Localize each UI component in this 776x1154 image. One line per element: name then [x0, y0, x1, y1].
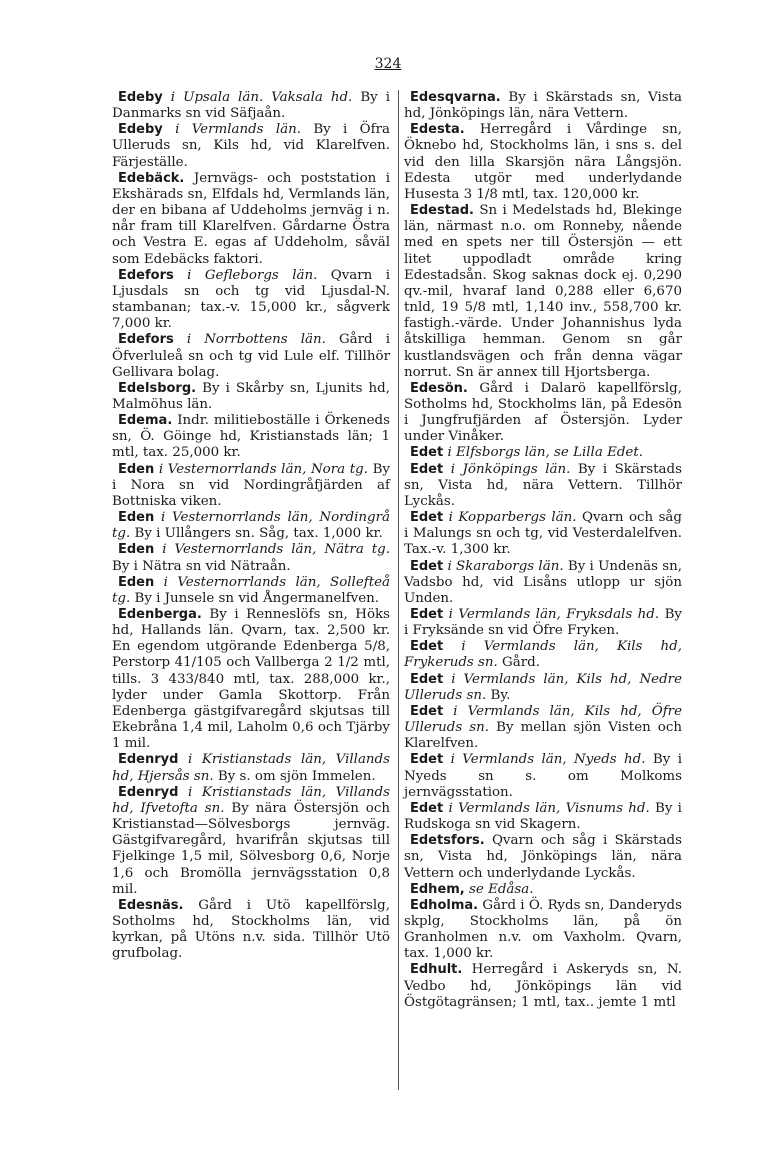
entry-text: Gård i Dalarö kapellförslg, Sotholms hd, Stockholms län, på Edesön i Jungfrufjärden af Östersjön. Lyder under Vinåker.: [404, 380, 682, 445]
dictionary-entry: [404, 704, 682, 752]
headword: Edet: [410, 510, 444, 526]
dictionary-entry: [404, 962, 682, 1010]
dictionary-entry: [404, 559, 682, 607]
dictionary-entry: [404, 203, 682, 381]
dictionary-entry: [404, 833, 682, 881]
headword: Edet: [410, 703, 444, 719]
headword: Edema.: [118, 413, 173, 429]
entry-location: i Vesternorrlands län, Sollefteå tg.: [112, 574, 390, 606]
headword: Edhult.: [410, 962, 463, 978]
headword: Edebäck.: [118, 170, 185, 186]
headword: Edesta.: [410, 122, 465, 138]
column-divider: [398, 90, 399, 1090]
entry-text: Gård i Utö kapellförslg, Sotholms hd, Stockholms län, vid kyrkan, på Utöns n.v. sida. Tillhör Utö grufbolag.: [112, 897, 390, 962]
headword: Edholma.: [410, 897, 479, 913]
entry-location: i Kopparbergs län.: [448, 510, 577, 526]
entry-location: i Jönköpings län.: [450, 461, 571, 477]
entry-text: Qvarn i Ljusdals sn och tg vid Ljusdal-N. stambanan; tax.-v. 15,000 kr., sågverk 7,000 kr.: [112, 267, 390, 332]
entry-text: Gård.: [502, 655, 540, 671]
dictionary-entry: [404, 445, 682, 461]
dictionary-entry: [112, 462, 390, 510]
entry-location: se Edåsa.: [469, 881, 534, 897]
entry-text: By i Skårby sn, Ljunits hd, Malmöhus län.: [112, 380, 390, 412]
entry-text: Gård i Ö. Ryds sn, Danderyds skplg, Stockholms län, på ön Granholmen n.v. om Vaxholm. Qvarn, tax. 1,000 kr.: [404, 897, 682, 962]
headword: Eden: [118, 510, 155, 526]
entry-location: i Vesternorrlands län, Nordingrå tg.: [112, 510, 390, 542]
entry-location: i Vermlands län, Visnums hd.: [448, 800, 650, 816]
headword: Edelsborg.: [118, 380, 197, 396]
headword: Edenryd: [118, 752, 179, 768]
entry-text: Jernvägs- och poststation i Ekshärads sn, Elfdals hd, Vermlands län, der en bibana af Uddeholms jernväg i n. når fram till Klarelfven. Gårdarne Östra och Vestra E. egas af Uddeholm, såväl som Edebäcks faktori.: [112, 170, 390, 267]
entry-location: i Norrbottens län.: [186, 332, 326, 348]
entry-location: i Vesternorrlands län, Nora tg.: [158, 461, 368, 477]
right-column: [404, 90, 682, 1011]
headword: Edet: [410, 461, 444, 477]
headword: Edesön.: [410, 380, 468, 396]
dictionary-entry: [112, 752, 390, 784]
entry-text: By i Undenäs sn, Vadsbo hd, vid Lisåns utlopp ur sjön Unden.: [404, 558, 682, 606]
headword: Edet: [410, 752, 444, 768]
entry-location: i Vermlands län, Fryksdals hd.: [448, 607, 660, 622]
dictionary-entry: [112, 381, 390, 413]
headword: Edefors: [118, 267, 174, 283]
dictionary-entry: [112, 542, 390, 574]
headword: Edesnäs.: [118, 897, 184, 913]
entry-text: By i Junsele sn vid Ångermanelfven.: [134, 590, 380, 606]
entry-text: Qvarn och såg i Malungs sn och tg, vid Vesterdalelfven. Tax.-v. 1,300 kr.: [404, 510, 682, 558]
entry-text: Gård i Öfverluleå sn och tg vid Lule elf. Tillhör Gellivara bolag.: [112, 332, 390, 380]
headword: Eden: [118, 542, 155, 558]
entry-text: Qvarn och såg i Skärstads sn, Vista hd, Jönköpings län, nära Vettern och underlydande Lyckås.: [404, 833, 682, 881]
headword: Edenberga.: [118, 607, 202, 622]
headword: Eden: [118, 574, 155, 590]
dictionary-entry: [112, 575, 390, 607]
dictionary-entry: [404, 801, 682, 833]
headword: Edetsfors.: [410, 833, 485, 849]
entry-text: By i Fryksände sn vid Öfre Fryken.: [404, 607, 682, 639]
headword: Edet: [410, 639, 444, 655]
dictionary-entry: [112, 785, 390, 898]
entry-text: By s. om sjön Immelen.: [217, 768, 376, 784]
dictionary-entry: [404, 381, 682, 446]
entry-text: By nära Östersjön och Kristianstad—Sölvesborgs jernväg. Gästgifvaregård, hvarifrån skjutsas till Fjelkinge 1,5 mil, Sölvesborg 0,6, Norje 1,6 och Bromölla jernvägsstation 0,8 mil.: [112, 800, 390, 897]
entry-location: i Upsala län. Vaksala hd.: [170, 90, 353, 105]
entry-text: By.: [490, 687, 511, 703]
entry-text: By i Nätra sn vid Nätraån.: [112, 558, 291, 574]
dictionary-entry: [404, 510, 682, 558]
entry-text: By i Skärstads sn, Vista hd, Jönköpings län, nära Vettern.: [404, 90, 682, 122]
dictionary-entry: [112, 510, 390, 542]
dictionary-entry: [112, 122, 390, 170]
headword: Edhem,: [410, 881, 465, 897]
dictionary-entry: [404, 752, 682, 800]
headword: Edeby: [118, 90, 163, 105]
entry-text: Indr. militieboställe i Örkeneds sn, Ö. Göinge hd, Kristianstads län; 1 mtl, tax. 25,000 kr.: [112, 413, 390, 461]
headword: Edet: [410, 800, 444, 816]
entry-location: i Gefleborgs län.: [187, 267, 318, 283]
dictionary-entry: [404, 882, 682, 898]
headword: Edet: [410, 445, 444, 461]
entry-text: By i Nyeds sn s. om Molkoms jernvägsstation.: [404, 752, 682, 800]
dictionary-entry: [404, 122, 682, 203]
entry-text: By i Renneslöfs sn, Höks hd, Hallands län. Qvarn, tax. 2,500 kr. En egendom utgörande Edenberga 5/8, Perstorp 41/105 och Vallberga 2 1/2 mtl, tills. 3 433/840 mtl, tax. 288,000 kr., lyder under Gamla Skottorp. Från Edenberga gästgifvaregård skjutsas till Ekebråna 1,4 mil, Laholm 0,6 och Tjärby 1 mil.: [112, 607, 390, 752]
headword: Edet: [410, 558, 444, 574]
headword: Edet: [410, 671, 444, 687]
entry-location: i Vermlands län, Kils hd, Nedre Ulleruds sn.: [404, 671, 682, 703]
dictionary-entry: [112, 90, 390, 122]
entry-text: By i Rudskoga sn vid Skagern.: [404, 800, 682, 833]
entry-text: By i Nora sn vid Nordingråfjärden af Bottniska viken.: [112, 461, 390, 509]
page-number: 324: [374, 56, 402, 72]
dictionary-entry: [404, 898, 682, 963]
entry-location: i Skaraborgs län.: [447, 558, 564, 574]
dictionary-entry: [112, 268, 390, 333]
dictionary-entry: [404, 90, 682, 122]
headword: Edestad.: [410, 203, 474, 219]
dictionary-entry: [404, 462, 682, 510]
entry-text: Herregård i Vårdinge sn, Öknebo hd, Stockholms län, i sns s. del vid den lilla Skarsjön nära Långsjön. Edesta utgör med underlydande Husesta 3 1/8 mtl, tax. 120,000 kr.: [404, 122, 682, 202]
entry-text: By i Skärstads sn, Vista hd, nära Vettern. Tillhör Lyckås.: [404, 461, 682, 509]
entry-text: By i Danmarks sn vid Säfjaån.: [112, 90, 390, 122]
headword: Edet: [410, 607, 444, 622]
dictionary-entry: [112, 607, 390, 752]
headword: Edeby: [118, 122, 163, 138]
dictionary-entry: [404, 639, 682, 671]
entry-text: By mellan sjön Visten och Klarelfven.: [404, 720, 682, 752]
headword: Edesqvarna.: [410, 90, 501, 105]
entry-location: i Vermlands län, Nyeds hd.: [450, 752, 646, 768]
entry-location: i Kristianstads län, Villands hd, Ifvetofta sn.: [112, 784, 391, 816]
entry-location: i Vermlands län, Kils hd, Öfre Ulleruds sn.: [404, 703, 682, 736]
dictionary-entry: [112, 898, 390, 963]
dictionary-entry: [112, 332, 390, 380]
entry-location: i Vermlands län.: [175, 122, 301, 138]
entry-location: i Elfsborgs län, se Lilla Edet.: [447, 445, 643, 461]
entry-text: By i Ullångers sn. Såg, tax. 1,000 kr.: [134, 526, 383, 542]
dictionary-entry: [404, 607, 682, 639]
entry-text: By i Öfra Ulleruds sn, Kils hd, vid Klarelfven. Färjeställe.: [112, 122, 390, 170]
left-column: [112, 90, 390, 962]
entry-location: i Kristianstads län, Villands hd, Hjersås sn.: [112, 752, 391, 784]
dictionary-entry: [404, 672, 682, 704]
entry-location: i Vermlands län, Kils hd, Frykeruds sn.: [404, 639, 682, 671]
dictionary-entry: [112, 171, 390, 268]
headword: Edenryd: [118, 784, 179, 800]
headword: Eden: [118, 461, 155, 477]
dictionary-entry: [112, 413, 390, 461]
entry-location: i Vesternorrlands län, Nätra tg.: [162, 542, 390, 558]
headword: Edefors: [118, 332, 174, 348]
entry-text: Herregård i Askeryds sn, N. Vedbo hd, Jönköpings län vid Östgötagränsen; 1 mtl, tax.. jemte 1 mtl: [404, 962, 682, 1010]
entry-text: Sn i Medelstads hd, Blekinge län, närmast n.o. om Ronneby, nående med en spets ner till Östersjön — ett litet uppodladt område kring Edestadsån. Skog saknas dock ej. 0,290 qv.-mil, hvaraf land 0,288 eller 6,670 tnld, 19 5/8 mtl, 1,140 inv., 558,700 kr. fastigh.-värde. Under Johannishus lyda åtskilliga hemman. Genom sn går kustlandsvägen och från denna vägar norrut. Sn är annex till Hjortsberga.: [404, 203, 683, 380]
